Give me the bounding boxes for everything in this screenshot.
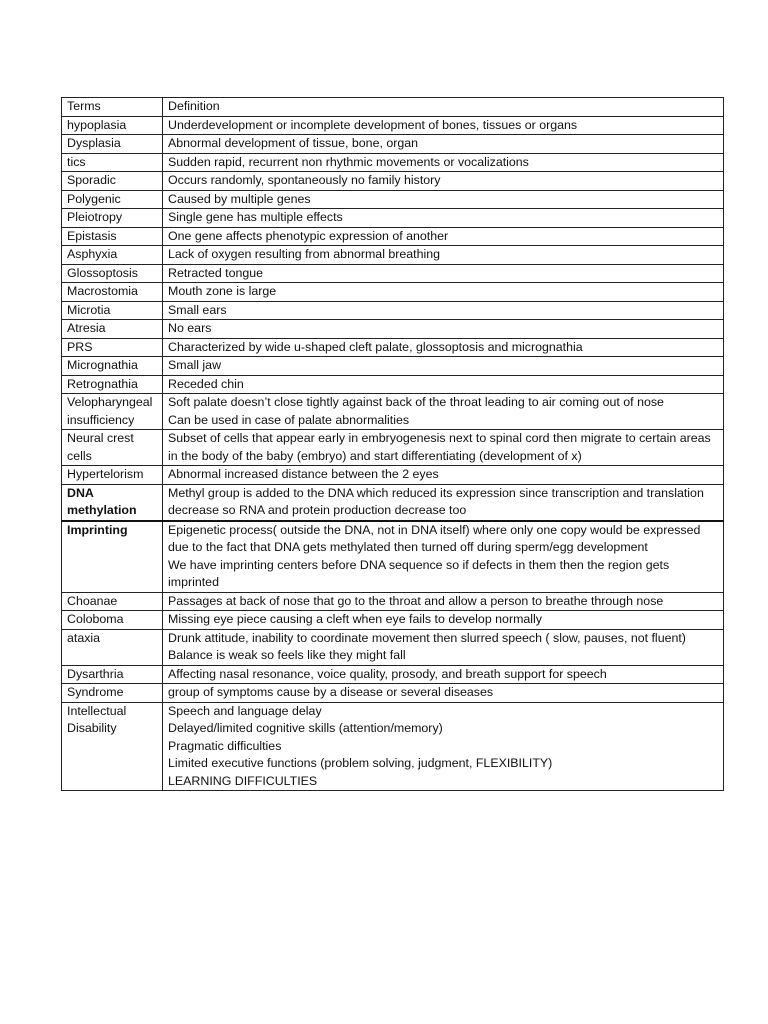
table-row: [62, 684, 724, 703]
term-cell: PRS: [62, 338, 163, 357]
table-row: [62, 484, 724, 521]
definition-cell: group of symptoms cause by a disease or several diseases: [163, 684, 724, 703]
definition-cell: Underdevelopment or incomplete development of bones, tissues or organs: [163, 116, 724, 135]
table-row: [62, 153, 724, 172]
term-cell: Coloboma: [62, 611, 163, 630]
term-cell: Glossoptosis: [62, 264, 163, 283]
definition-cell: No ears: [163, 320, 724, 339]
table-row: [62, 116, 724, 135]
term-cell: Neural crest cells: [62, 430, 163, 466]
definition-cell: Speech and language delay Delayed/limited cognitive skills (attention/memory) Pragmatic difficulties Limited executive functions (problem solving, judgment, FLEXIBILITY) LEARNING DIFFICULTIES: [163, 702, 724, 791]
table-row: [62, 227, 724, 246]
table-row: [62, 338, 724, 357]
definition-cell: Subset of cells that appear early in embryogenesis next to spinal cord then migrate to certain areas in the body of the baby (embryo) and start differentiating (development of x): [163, 430, 724, 466]
definition-cell: Missing eye piece causing a cleft when eye fails to develop normally: [163, 611, 724, 630]
definition-cell: Sudden rapid, recurrent non rhythmic movements or vocalizations: [163, 153, 724, 172]
term-cell: Intellectual Disability: [62, 702, 163, 791]
table-row: [62, 466, 724, 485]
definition-cell: Epigenetic process( outside the DNA, not in DNA itself) where only one copy would be expressed due to the fact that DNA gets methylated then turned off during sperm/egg development We have imprinting centers before DNA sequence so if defects in them then the region gets imprinted: [163, 521, 724, 593]
term-cell: Asphyxia: [62, 246, 163, 265]
header-terms: Terms: [62, 98, 163, 117]
term-cell: hypoplasia: [62, 116, 163, 135]
definition-cell: Passages at back of nose that go to the throat and allow a person to breathe through nose: [163, 592, 724, 611]
definition-cell: Mouth zone is large: [163, 283, 724, 302]
definition-cell: Drunk attitude, inability to coordinate movement then slurred speech ( slow, pauses, not fluent) Balance is weak so feels like they might fall: [163, 629, 724, 665]
term-cell: Choanae: [62, 592, 163, 611]
term-cell: Hypertelorism: [62, 466, 163, 485]
definition-cell: Caused by multiple genes: [163, 190, 724, 209]
table-row: [62, 357, 724, 376]
table-row: [62, 246, 724, 265]
definition-cell: Affecting nasal resonance, voice quality, prosody, and breath support for speech: [163, 665, 724, 684]
table-row: [62, 665, 724, 684]
table-row: [62, 209, 724, 228]
table-row: [62, 301, 724, 320]
table-row: [62, 629, 724, 665]
table-row: [62, 521, 724, 593]
table-row: [62, 375, 724, 394]
term-cell: tics: [62, 153, 163, 172]
term-cell: Micrognathia: [62, 357, 163, 376]
term-cell: Syndrome: [62, 684, 163, 703]
header-definition: Definition: [163, 98, 724, 117]
table-row: [62, 394, 724, 430]
definition-cell: Occurs randomly, spontaneously no family history: [163, 172, 724, 191]
definition-cell: Lack of oxygen resulting from abnormal breathing: [163, 246, 724, 265]
definition-cell: Methyl group is added to the DNA which reduced its expression since transcription and translation decrease so RNA and protein production decrease too: [163, 484, 724, 521]
table-row: [62, 430, 724, 466]
definition-cell: Receded chin: [163, 375, 724, 394]
term-cell: ataxia: [62, 629, 163, 665]
term-cell: Retrognathia: [62, 375, 163, 394]
definition-cell: Abnormal development of tissue, bone, organ: [163, 135, 724, 154]
term-cell: Sporadic: [62, 172, 163, 191]
table-row: [62, 283, 724, 302]
definition-cell: Small jaw: [163, 357, 724, 376]
term-cell: Velopharyngeal insufficiency: [62, 394, 163, 430]
definition-cell: Retracted tongue: [163, 264, 724, 283]
term-cell: Dysplasia: [62, 135, 163, 154]
term-cell: DNA methylation: [62, 484, 163, 521]
table-row: [62, 135, 724, 154]
term-cell: Macrostomia: [62, 283, 163, 302]
definition-cell: Abnormal increased distance between the 2 eyes: [163, 466, 724, 485]
definition-cell: Single gene has multiple effects: [163, 209, 724, 228]
table-row: [62, 264, 724, 283]
table-header-row: [62, 98, 724, 117]
term-cell: Pleiotropy: [62, 209, 163, 228]
term-cell: Dysarthria: [62, 665, 163, 684]
definition-cell: Characterized by wide u-shaped cleft palate, glossoptosis and micrognathia: [163, 338, 724, 357]
term-cell: Atresia: [62, 320, 163, 339]
term-cell: Imprinting: [62, 521, 163, 593]
table-row: [62, 172, 724, 191]
definition-cell: Small ears: [163, 301, 724, 320]
term-cell: Polygenic: [62, 190, 163, 209]
definition-cell: One gene affects phenotypic expression of another: [163, 227, 724, 246]
table-row: [62, 592, 724, 611]
terms-definitions-table: [61, 97, 724, 791]
term-cell: Microtia: [62, 301, 163, 320]
table-row: [62, 702, 724, 791]
definition-cell: Soft palate doesn’t close tightly against back of the throat leading to air coming out of nose Can be used in case of palate abnormalities: [163, 394, 724, 430]
table-row: [62, 190, 724, 209]
table-row: [62, 611, 724, 630]
term-cell: Epistasis: [62, 227, 163, 246]
table-row: [62, 320, 724, 339]
